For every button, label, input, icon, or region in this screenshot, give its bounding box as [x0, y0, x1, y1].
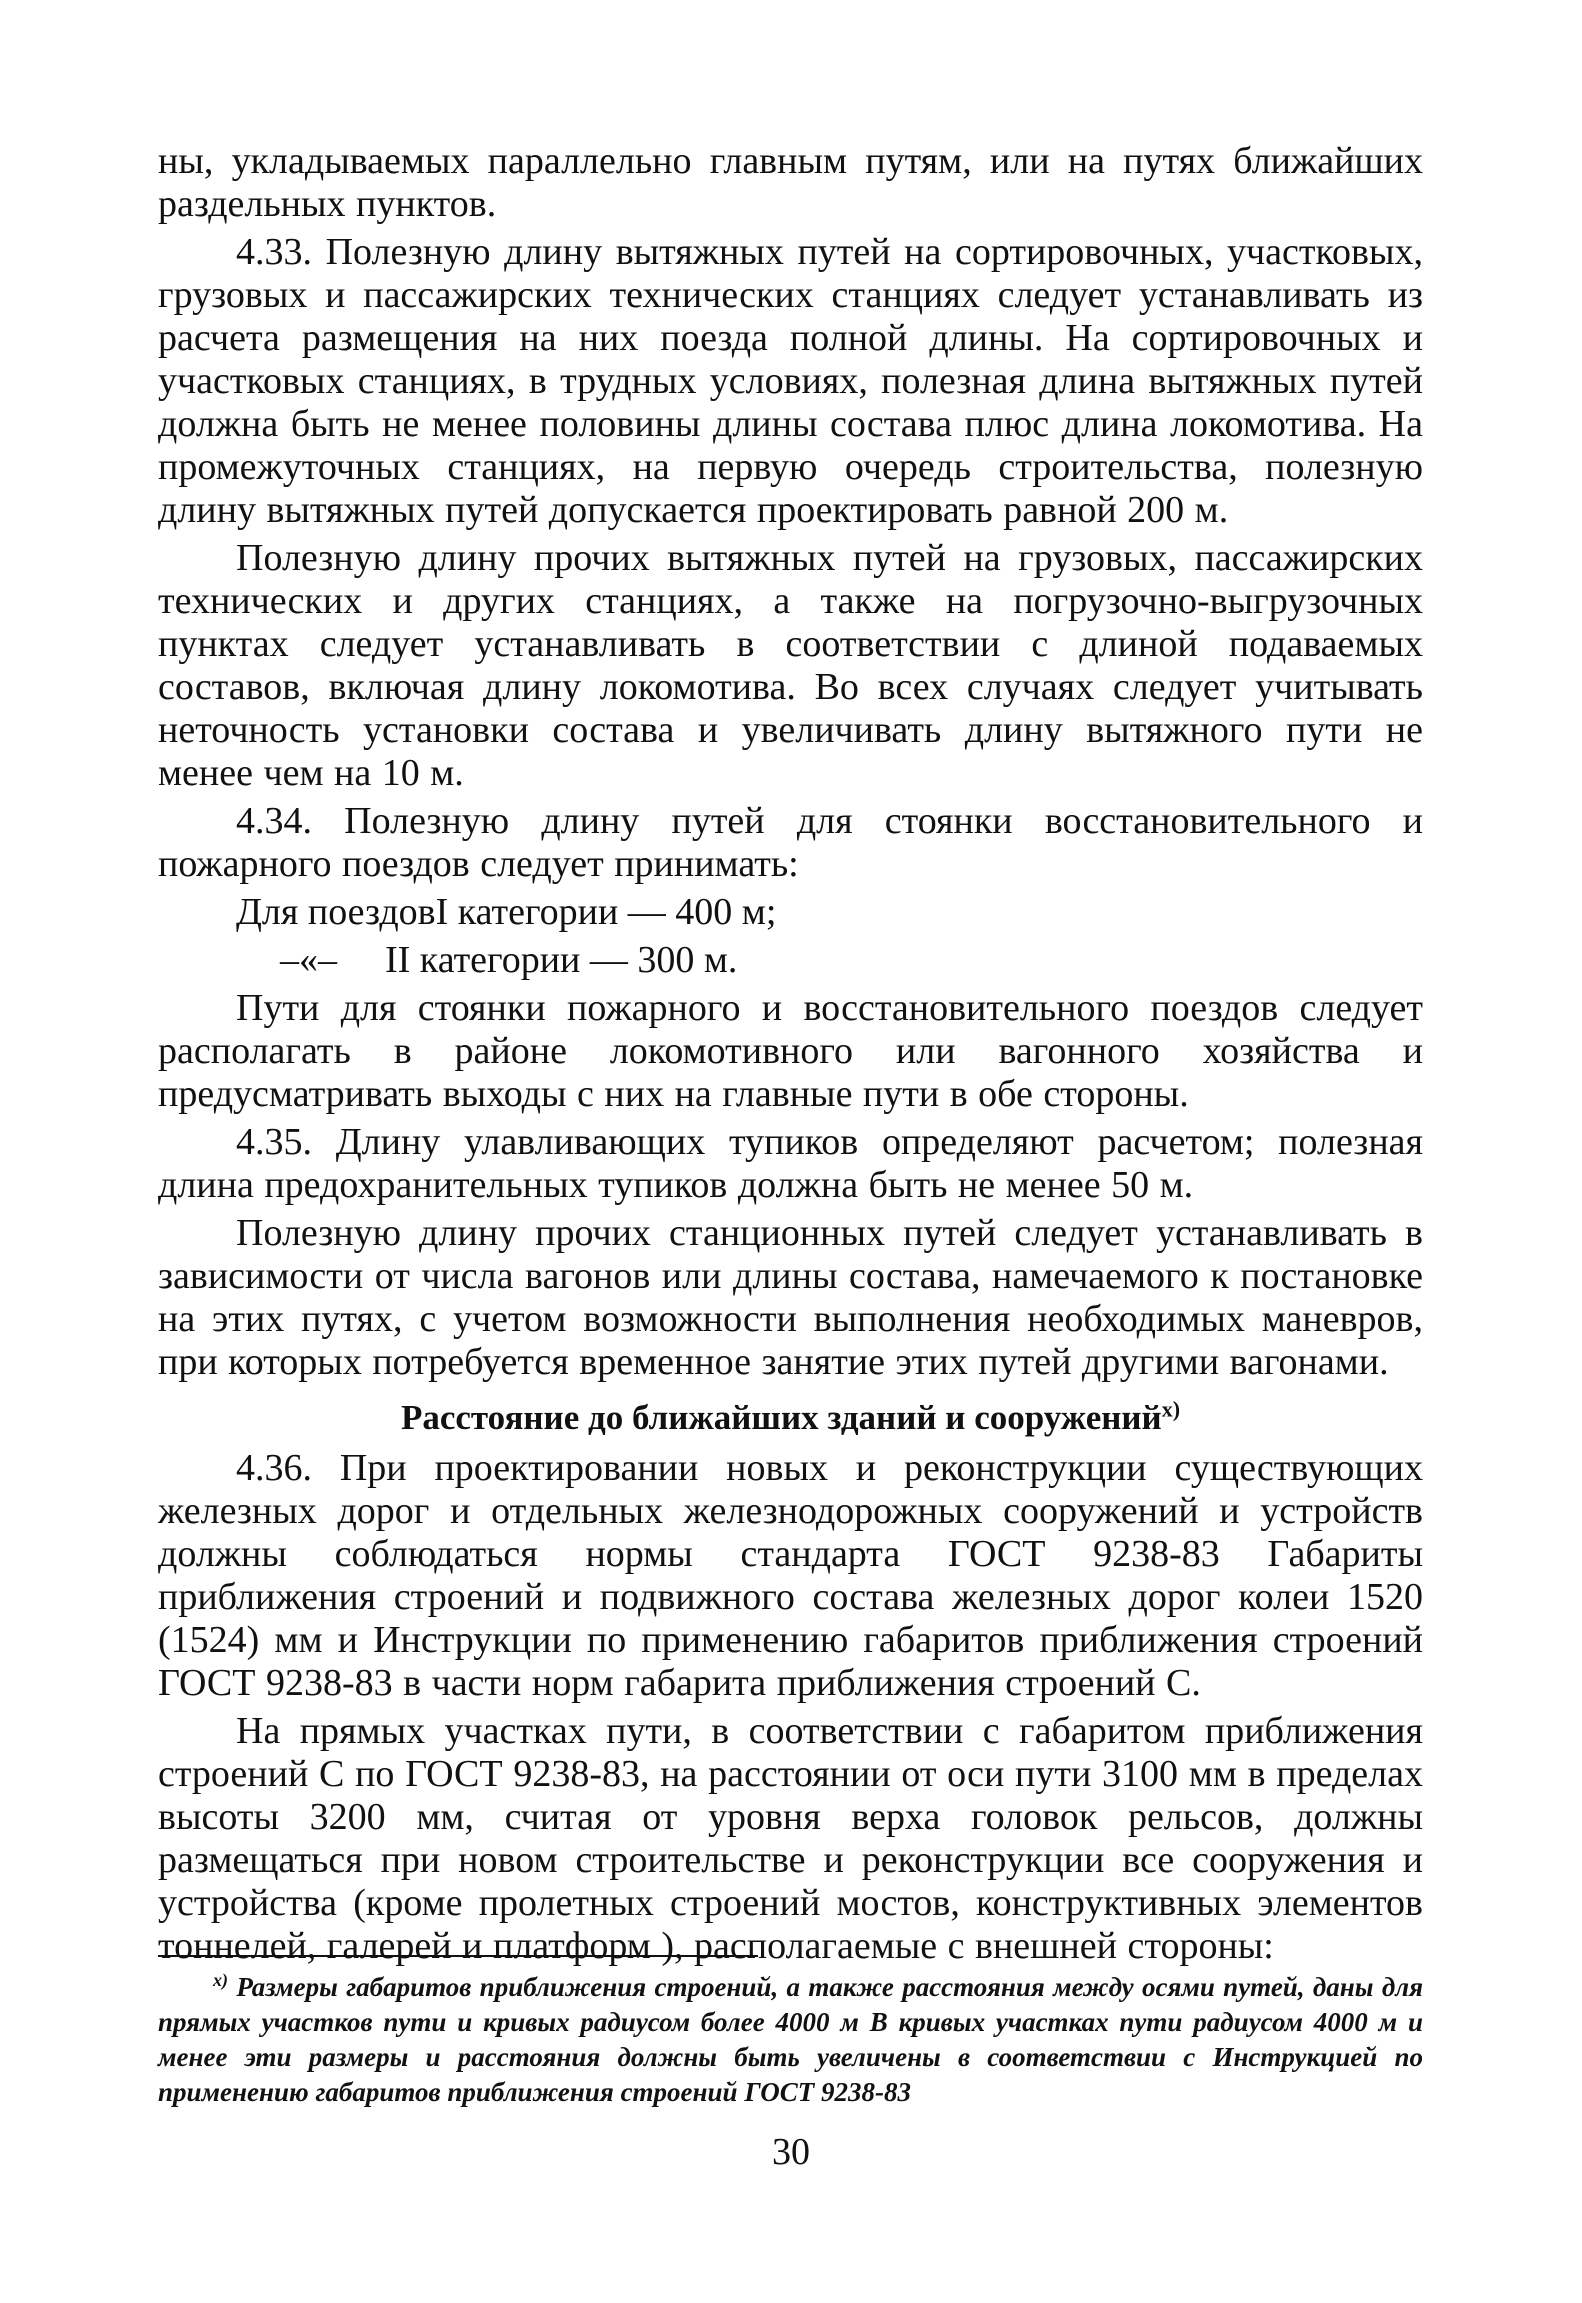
category-line-1 — [158, 891, 1423, 934]
paragraph-4-35: 4.35. Длину улавливающих тупиков определяют расчетом; полезная длина предохранительных тупиков должна быть не менее 50 м. — [158, 1121, 1423, 1206]
footnote-divider — [158, 1955, 758, 1957]
category-line-2 — [158, 939, 1423, 982]
section-heading-footnote-mark: х) — [1161, 1396, 1181, 1422]
paragraph-fire-train-tracks: Пути для стоянки пожарного и восстановительного поездов следует располагать в районе локомотивного или вагонного хозяйства и предусматривать выходы с них на главные пути в обе стороны. — [158, 987, 1423, 1115]
paragraph-continuation: ны, укладываемых параллельно главным путям, или на путях ближайших раздельных пунктов. — [158, 140, 1423, 225]
footnote — [158, 1970, 1423, 2110]
paragraph-other-exhaust-tracks: Полезную длину прочих вытяжных путей на грузовых, пассажирских технических и других станциях, а также на погрузочно-выгрузочных пунктах следует устанавливать в соответствии с длиной подаваемых составов, включая длину локомотива. Во всех случаях следует учитывать неточность установки состава и увеличивать длину вытяжного пути не менее чем на 10 м. — [158, 537, 1423, 794]
category-line-2-value: II категории — 300 м. — [385, 939, 738, 981]
page-number: 30 — [772, 2131, 810, 2173]
section-heading — [158, 1396, 1423, 1439]
paragraph-4-33: 4.33. Полезную длину вытяжных путей на сортировочных, участковых, грузовых и пассажирских технических станциях следует устанавливать из расчета размещения на них поезда полной длины. На сортировочных и участковых станциях, в трудных условиях, полезная длина вытяжных путей должна быть не менее половины длины состава плюс длина локомотива. На промежуточных станциях, на первую очередь строительства, полезную длину вытяжных путей допускается проектировать равной 200 м. — [158, 231, 1423, 531]
category-line-2-lead: –«– — [280, 939, 337, 981]
category-line-1-value: I категории — 400 м; — [435, 891, 777, 933]
paragraph-other-station-tracks: Полезную длину прочих станционных путей следует устанавливать в зависимости от числа вагонов или длины состава, намечаемого к постановке на этих путях, с учетом возможности выполнения необходимых маневров, при которых потребуется временное занятие этих путей другими вагонами. — [158, 1212, 1423, 1383]
paragraph-straight-sections: На прямых участках пути, в соответствии с габаритом приближения строений С по ГОСТ 9238-83, на расстоянии от оси пути 3100 мм в пределах высоты 3200 мм, считая от уровня верха головок рельсов, должны размещаться при новом строительстве и реконструкции все сооружения и устройства (кроме пролетных строений мостов, конструктивных элементов тоннелей, галерей и платформ ), располагаемые с внешней стороны: — [158, 1710, 1423, 1967]
category-line-1-lead: Для поездов — [236, 891, 436, 933]
section-heading-text: Расстояние до ближайших зданий и сооружений — [400, 1398, 1162, 1437]
footnote-mark: х) — [213, 1970, 228, 1990]
footnote-text: Размеры габаритов приближения строений, а также расстояния между осями путей, даны для прямых участков пути и кривых радиусом более 4000 м В кривых участках пути радиусом 4000 м и менее эти размеры и расстояния должны быть увеличены в соответствии с Инструкцией по применению габаритов приближения строений ГОСТ 9238-83 — [158, 1972, 1424, 2107]
paragraph-4-36: 4.36. При проектировании новых и реконструкции существующих железных дорог и отдельных железнодорожных сооружений и устройств должны соблюдаться нормы стандарта ГОСТ 9238-83 Габариты приближения строений и подвижного состава железных дорог колеи 1520 (1524) мм и Инструкции по применению габаритов приближения строений ГОСТ 9238-83 в части норм габарита приближения строений С. — [158, 1447, 1423, 1704]
paragraph-4-34: 4.34. Полезную длину путей для стоянки восстановительного и пожарного поездов следует принимать: — [158, 800, 1423, 885]
document-body — [158, 140, 1423, 1973]
